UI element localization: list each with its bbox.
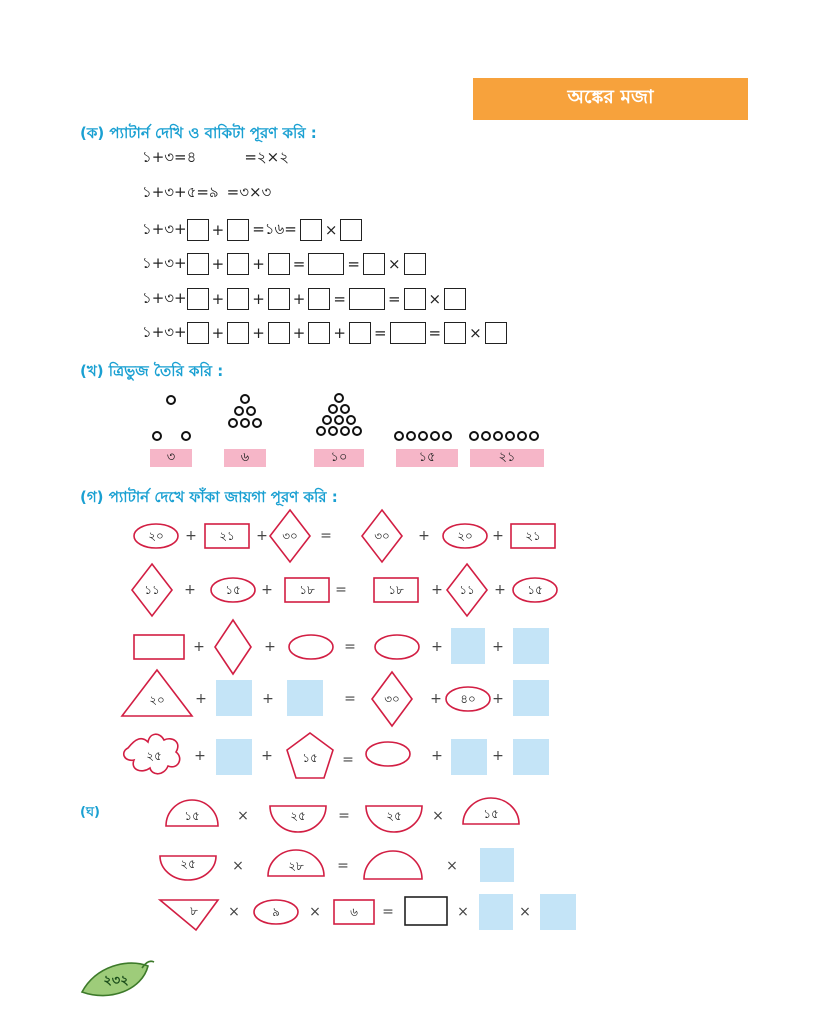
svg-text:+: +: [430, 691, 442, 707]
shape-value: ১৫: [184, 809, 200, 823]
shape-value: ২৫: [180, 857, 196, 871]
svg-text:×: ×: [228, 904, 240, 920]
shape-value: ৩০: [384, 692, 400, 706]
shape-value: ২০: [149, 693, 165, 707]
svg-text:=: =: [344, 639, 356, 655]
svg-text:+: +: [261, 748, 273, 764]
ga-row-3: [134, 620, 549, 674]
blank-answer-box: [451, 739, 487, 775]
pattern-line-1: ১+৩=৪ =২×২: [142, 147, 290, 166]
svg-text:=: =: [320, 528, 332, 544]
diamond-shape: [215, 620, 251, 674]
section-kha-heading: (খ) ত্রিভুজ তৈরি করি :: [80, 362, 224, 380]
svg-text:+: +: [431, 639, 443, 655]
shape-value: ২৫: [290, 809, 306, 823]
blank-answer-box: [480, 848, 514, 882]
blank-answer-box: [216, 739, 252, 775]
rectangle-shape: [134, 635, 184, 659]
page-number: ২৩২: [103, 973, 129, 989]
shape-value: ১৮: [388, 583, 404, 597]
svg-text:+: +: [194, 748, 206, 764]
page-number-leaf: [82, 961, 154, 995]
svg-text:×: ×: [457, 904, 469, 920]
shape-value: ২৫: [146, 749, 162, 763]
shape-value: ১৫: [483, 807, 499, 821]
shape-value: ২৮: [288, 859, 304, 873]
svg-text:=: =: [335, 582, 347, 598]
shape-value: ১৮: [299, 583, 315, 597]
blank-answer-box: [513, 739, 549, 775]
svg-text:+: +: [418, 528, 430, 544]
triangle-label: ১০: [314, 449, 364, 467]
blank-answer-box: [540, 894, 576, 930]
pattern-line-5: ১+৩+ + + + = = ×: [142, 286, 466, 312]
triangle-label: ৬: [224, 449, 266, 467]
svg-text:+: +: [492, 639, 504, 655]
shape-value: ১১: [459, 583, 475, 597]
pattern-line-6: ১+৩+ + + + + = = ×: [142, 320, 507, 346]
shape-value: ৯: [272, 905, 280, 919]
ga-row-4: [122, 670, 549, 726]
svg-text:+: +: [256, 528, 268, 544]
shape-value: ২০: [148, 529, 164, 543]
svg-text:=: =: [344, 691, 356, 707]
shape-value: ১৫: [225, 583, 241, 597]
chapter-title: অঙ্কের মজা: [567, 86, 654, 108]
svg-text:+: +: [494, 582, 506, 598]
svg-text:+: +: [431, 582, 443, 598]
shape-value: ১১: [144, 583, 160, 597]
rectangle-shape: [405, 897, 447, 925]
blank-answer-box: [513, 680, 549, 716]
svg-text:+: +: [492, 528, 504, 544]
svg-text:×: ×: [309, 904, 321, 920]
shape-value: ২০: [457, 529, 473, 543]
triangle-label: ২১: [470, 449, 544, 467]
svg-text:+: +: [195, 691, 207, 707]
ga-row-1: [134, 510, 555, 562]
svg-text:+: +: [262, 691, 274, 707]
gha-row-2: [160, 848, 514, 882]
svg-text:+: +: [431, 748, 443, 764]
pattern-line-3: ১+৩+ + =১৬= ×: [142, 217, 362, 243]
svg-text:=: =: [337, 858, 349, 874]
shape-value: ৩০: [374, 529, 390, 543]
blank-answer-box: [451, 628, 485, 664]
svg-text:+: +: [492, 748, 504, 764]
shape-value: ৪০: [460, 692, 476, 706]
half-circle-up-shape: [364, 851, 422, 879]
svg-text:+: +: [261, 582, 273, 598]
shape-value: ৮: [190, 904, 198, 918]
shape-value: ১৫: [302, 751, 318, 765]
svg-text:×: ×: [432, 808, 444, 824]
shape-value: ১৫: [527, 583, 543, 597]
section-ka-heading: (ক) প্যাটার্ন দেখি ও বাকিটা পূরণ করি :: [80, 124, 317, 142]
svg-text:=: =: [342, 752, 354, 768]
svg-text:×: ×: [446, 858, 458, 874]
section-ga-heading: (গ) প্যাটার্ন দেখে ফাঁকা জায়গা পূরণ করি :: [80, 488, 338, 506]
blank-answer-box: [513, 628, 549, 664]
svg-text:=: =: [382, 904, 394, 920]
oval-shape: [375, 635, 419, 659]
section-gha-label: (ঘ): [80, 805, 100, 820]
oval-shape: [366, 742, 410, 766]
blank-answer-box: [287, 680, 323, 716]
blank-answer-box: [479, 894, 513, 930]
svg-text:×: ×: [237, 808, 249, 824]
triangle-label: ১৫: [396, 449, 458, 467]
svg-text:+: +: [264, 639, 276, 655]
pattern-line-2: ১+৩+৫=৯ =৩×৩: [142, 182, 272, 201]
svg-text:=: =: [338, 808, 350, 824]
ga-row-5: [124, 733, 549, 778]
shape-value: ২১: [525, 529, 541, 543]
triangle-label: ৩: [150, 449, 192, 467]
svg-text:×: ×: [232, 858, 244, 874]
blank-answer-box: [216, 680, 252, 716]
shape-value: ২৫: [386, 809, 402, 823]
ga-row-2: [132, 564, 557, 616]
gha-row-3: [160, 894, 576, 930]
shape-value: ২১: [219, 529, 235, 543]
svg-text:+: +: [184, 582, 196, 598]
inverted-triangle-shape: [160, 900, 218, 930]
shape-value: ৬: [350, 905, 358, 919]
svg-text:+: +: [193, 639, 205, 655]
gha-row-1: [166, 798, 519, 832]
svg-text:+: +: [185, 528, 197, 544]
oval-shape: [289, 635, 333, 659]
shape-value: ৩০: [282, 529, 298, 543]
svg-text:+: +: [492, 691, 504, 707]
svg-text:×: ×: [519, 904, 531, 920]
pattern-line-4: ১+৩+ + + = = ×: [142, 251, 426, 277]
